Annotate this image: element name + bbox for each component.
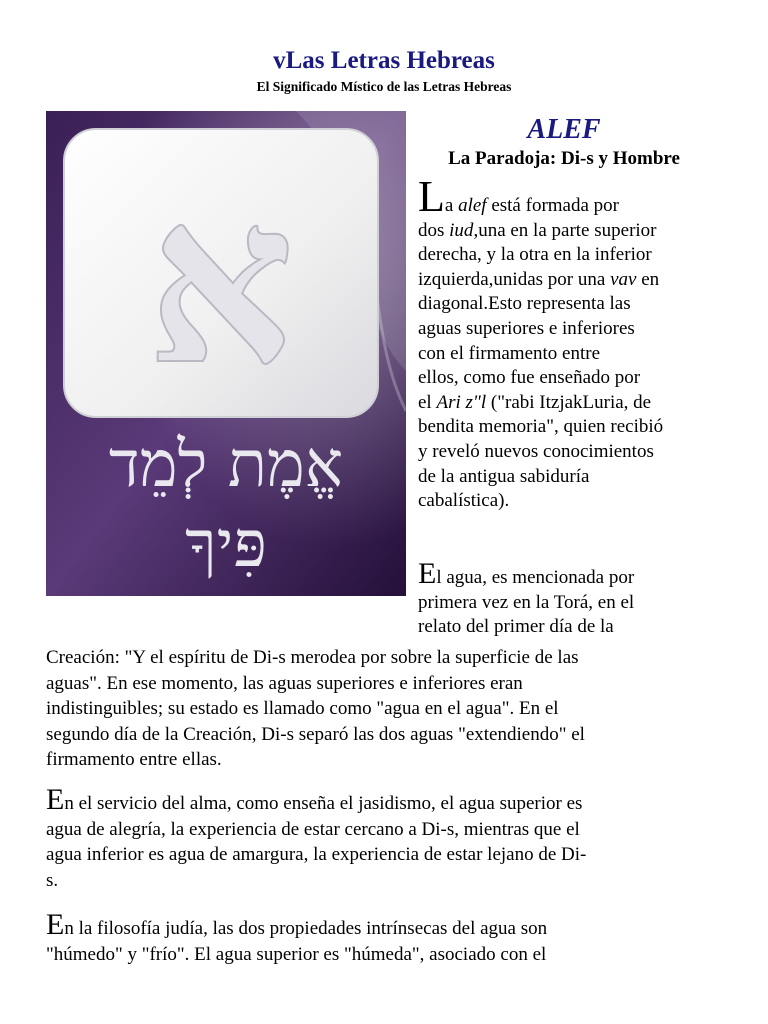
hebrew-phrase-line2: פִּיךָ [185, 508, 267, 582]
alef-illustration [46, 111, 406, 596]
dropcap: E [46, 783, 65, 816]
section-heading: ALEF [527, 114, 601, 145]
paragraph-3: En el servicio del alma, como enseña el jasidismo, el agua superior es agua de alegría, la experiencia de estar cercano a Di-s, mientras que el agua inferior es agua de amargura, la experiencia de estar lejano de Di- s. [46, 783, 587, 891]
section-subheading: La Paradoja: Di-s y Hombre [448, 148, 680, 169]
hebrew-phrase-line1: אֱמֶת לְמֵד [108, 428, 344, 502]
paragraph-1: La alef está formada por dos iud,una en la parte superior derecha, y la otra en la inferior izquierda,unidas por una vav en diagonal.Esto representa las aguas superiores e inferiores con el firmamento entre ellos, como fue enseñado por el Ari z"l ("rabi ItzjakLuria, de bendita memoria", quien recibió y reveló nuevos conocimientos de la antigua sabiduría cabalística). [418, 172, 664, 512]
paragraph-4: En la filosofía judía, las dos propiedades intrínsecas del agua son "húmedo" y "frío". El agua superior es "húmeda", asociado con el [46, 908, 548, 965]
paragraph-2-top: El agua, es mencionada por primera vez en la Torá, en el relato del primer día de la [418, 557, 635, 638]
dropcap: E [418, 557, 437, 590]
alef-glyph: א [147, 146, 295, 416]
dropcap: E [46, 908, 65, 941]
paragraph-2-bottom: Creación: "Y el espíritu de Di-s merodea por sobre la superficie de las aguas". En ese momento, las aguas superiores e inferiores eran indistinguibles; su estado es llamado como "agua en el agua". En el segundo día de la Creación, Di-s separó las dos aguas "extendiendo" el firmamento entre ellas. [46, 647, 585, 770]
dropcap: L [418, 172, 445, 221]
page-title: vLas Letras Hebreas [273, 47, 495, 74]
page-subtitle: El Significado Místico de las Letras Hebreas [256, 79, 512, 94]
